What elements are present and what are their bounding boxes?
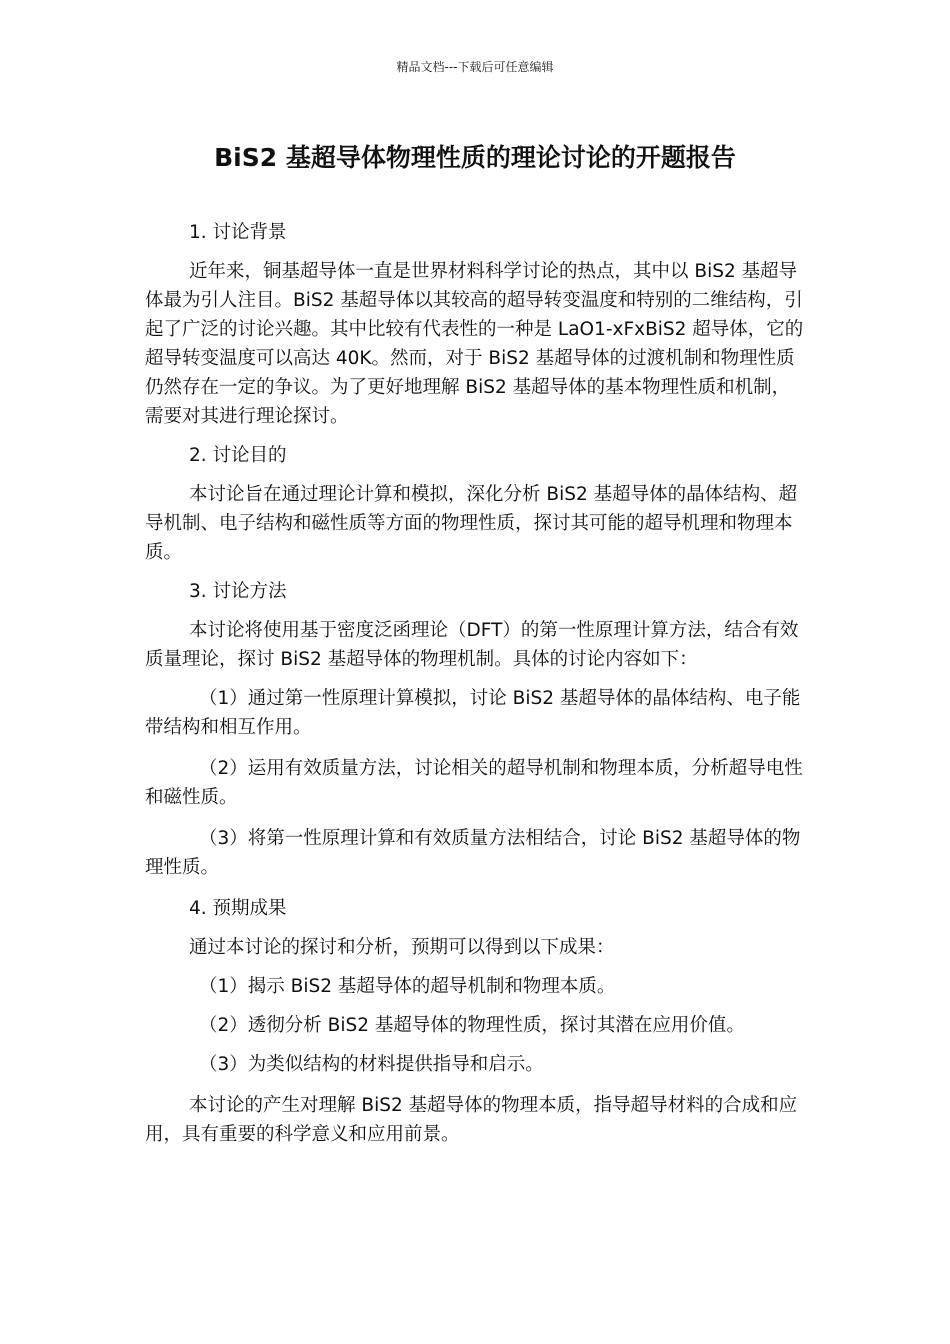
section-outcomes xyxy=(145,894,807,1149)
section-heading: 3. 讨论方法 xyxy=(189,581,287,602)
section-purpose xyxy=(145,441,807,567)
page-header-note: 精品文档---下载后可任意编辑 xyxy=(396,60,554,74)
list-item: （1）揭示 BiS2 基超导体的超导机制和物理本质。 xyxy=(199,976,616,997)
section-paragraph: 通过本讨论的探讨和分析，预期可以得到以下成果： xyxy=(189,937,615,958)
section-background xyxy=(145,218,807,431)
section-paragraph: 本讨论旨在通过理论计算和模拟，深化分析 BiS2 基超导体的晶体结构、超导机制、电子结构和磁性质等方面的物理性质，探讨其可能的超导机理和物理本质。 xyxy=(145,484,798,563)
document-title: BiS2 基超导体物理性质的理论讨论的开题报告 xyxy=(214,143,736,172)
list-item: （2）运用有效质量方法，讨论相关的超导机制和物理本质，分析超导电性和磁性质。 xyxy=(145,758,803,808)
document-body xyxy=(145,218,807,1159)
list-item: （1）通过第一性原理计算模拟，讨论 BiS2 基超导体的晶体结构、电子能带结构和相互作用。 xyxy=(145,688,801,738)
list-item: （3）为类似结构的材料提供指导和启示。 xyxy=(199,1054,544,1075)
outcome-list xyxy=(145,972,807,1079)
list-item: （2）透彻分析 BiS2 基超导体的物理性质，探讨其潜在应用价值。 xyxy=(199,1015,745,1036)
list-item: （3）将第一性原理计算和有效质量方法相结合，讨论 BiS2 基超导体的物理性质。 xyxy=(145,828,801,878)
section-heading: 4. 预期成果 xyxy=(189,898,287,919)
section-paragraph: 本讨论将使用基于密度泛函理论（DFT）的第一性原理计算方法，结合有效质量理论，探讨 BiS2 基超导体的物理机制。具体的讨论内容如下： xyxy=(145,620,799,670)
section-method xyxy=(145,577,807,882)
section-heading: 1. 讨论背景 xyxy=(189,222,287,243)
closing-paragraph: 本讨论的产生对理解 BiS2 基超导体的物理本质，指导超导材料的合成和应用，具有重要的科学意义和应用前景。 xyxy=(145,1095,798,1145)
section-paragraph: 近年来，铜基超导体一直是世界材料科学讨论的热点，其中以 BiS2 基超导体最为引人注目。BiS2 基超导体以其较高的超导转变温度和特别的二维结构，引起了广泛的讨论兴趣。其中比较有代表性的一种是 LaO1-xFxBiS2 超导体，它的超导转变温度可以高达 40K。然而，对于 BiS2 基超导体的过渡机制和物理性质仍然存在一定的争议。为了更好地理解 BiS2 基超导体的基本物理性质和机制，需要对其进行理论探讨。 xyxy=(145,261,804,427)
section-heading: 2. 讨论目的 xyxy=(189,445,287,466)
